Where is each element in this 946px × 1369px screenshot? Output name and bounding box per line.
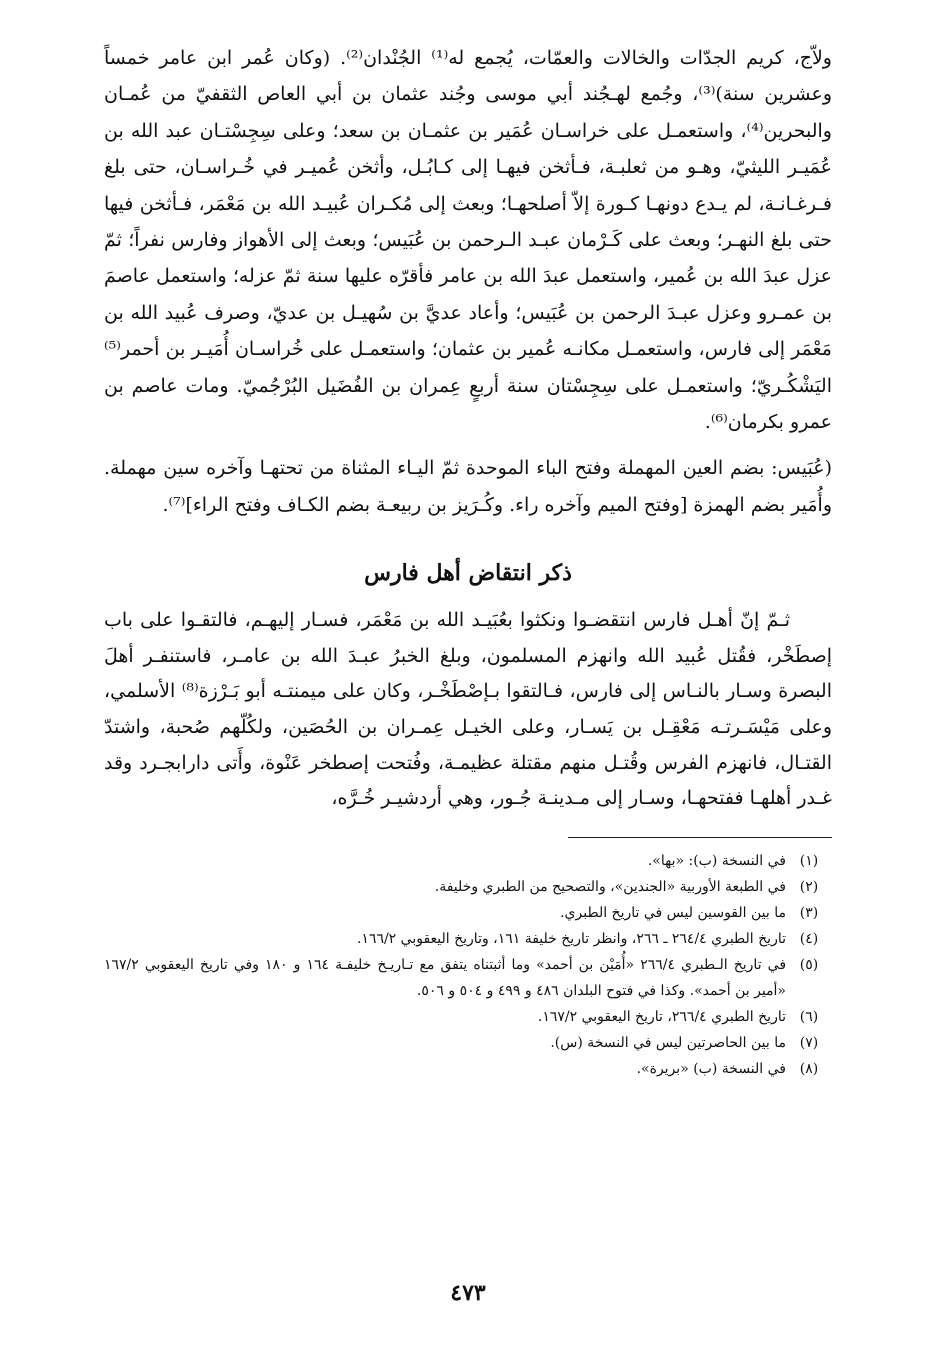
footnote-text: تاريخ الطبري ٢٦٦/٤، تاريخ اليعقوبي ١٦٧/٢. bbox=[537, 1008, 786, 1025]
page-number: ٤٧٣ bbox=[450, 1280, 486, 1306]
footnote-item bbox=[104, 952, 832, 1004]
footnote-number: (٤) bbox=[799, 930, 819, 947]
footnote-item bbox=[104, 1030, 832, 1056]
footnote-number: (٧) bbox=[799, 1034, 819, 1051]
footnotes-list bbox=[104, 848, 832, 1082]
footnote-divider bbox=[568, 837, 832, 838]
book-page bbox=[104, 40, 832, 1340]
footnote-item bbox=[104, 848, 832, 874]
footnote-text: في تاريخ الـطبري ٢٦٦/٤ «أُمَيْن بن أحمد» وما أثبتناه يتفق مع تـاريـخ خليفـة ١٦٤ و ١٨٠ وفي تاريخ اليعقوبي ١٦٧/٢ «أمير بن أحمد». وكذا في فتوح البلدان ٤٨٦ و ٤٩٩ و ٥٠٤ و ٥٠٦. bbox=[104, 956, 787, 999]
footnote-text: تاريخ الطبري ٢٦٤/٤ ـ ٢٦٦، وانظر تاريخ خليفة ١٦١، وتاريخ اليعقوبي ١٦٦/٢. bbox=[356, 930, 786, 947]
footnote-text: ما بين القوسين ليس في تاريخ الطبري. bbox=[560, 904, 786, 921]
footnote-number: (٨) bbox=[799, 1060, 819, 1077]
footnote-text: ما بين الحاصرتين ليس في النسخة (س). bbox=[550, 1034, 786, 1051]
footnote-text: في النسخة (ب) «بريرة». bbox=[636, 1060, 786, 1077]
footnote-item bbox=[104, 1004, 832, 1030]
footnote-number: (٣) bbox=[799, 904, 819, 921]
footnote-number: (٥) bbox=[799, 956, 819, 973]
section-paragraph: ثـمّ إنّ أهـل فارس انتقضـوا ونكثوا بعُبَيـد الله بن مَعْمَر، فسـار إليهـم، فالتقـوا على باب إصطَخْر، فقُتل عُبيد الله وانهزم المسلمون، وبلغ الخبرُ عبـدَ الله بن عامـر، فاستنفـر أهلَ البصرة وسـار بالنـاس إلى فارس، فـالتقوا بـإصْطَخْـر، وكان على ميمنتـه أبو بَـرْزة⁽⁸⁾ الأسلمي، وعلى مَيْسَـرتـه مَعْقِـل بن يَسـار، وعلى الخيـل عِمـران بن الحُصَين، ولكُلّهم صُحبة، واشتدّ القتـال، فانهزم الفرس وقُتـل منهم مقتلة عظيمـة، وفُتحت إصطخر عَنْوة، وأَتى دارابجـرد وقد غـدر أهلهـا ففتحهـا، وسـار إلى مـدينـة جُـور، وهي أردشيـر خُـرَّه، bbox=[104, 609, 832, 810]
spelling-note: (عُبَيس: بضم العين المهملة وفتح الباء الموحدة ثمّ اليـاء المثناة من تحتهـا وآخره سين مهملة. وأُمَير بضم الهمزة [وفتح الميم وآخره راء. وكُـرَيز بن ربيعـة بضم الكـاف وفتح الراء]⁽⁷⁾. bbox=[104, 457, 832, 516]
footnote-number: (٢) bbox=[799, 878, 819, 895]
footnote-item bbox=[104, 926, 832, 952]
footnote-number: (٦) bbox=[799, 1008, 819, 1025]
footnote-item bbox=[104, 1056, 832, 1082]
section-title: ذكر انتقاض أهل فارس bbox=[364, 560, 572, 587]
footnote-text: في الطبعة الأوربية «الجندين»، والتصحيح من الطبري وخليفة. bbox=[434, 878, 786, 895]
footnote-number: (١) bbox=[799, 852, 819, 869]
body-paragraph: ولاّج، كريم الجدّات والخالات والعمّات، يُجمع له⁽¹⁾ الجُنْدان⁽²⁾. (وكان عُمر ابن عامر خمساً وعشرين سنة)⁽³⁾، وجُمع لهـجُند أبي موسى وجُند عثمان بن أبي العاص الثقفيّ من عُمـان والبحرين⁽⁴⁾، واستعمـل على خراسـان عُمَير بن عثمـان بن سعد؛ وعلى سِجِسْتـان عبد الله بن عُمَيـر الليثيّ، وهـو من ثعلبـة، فـأثخن فيهـا إلى كـابُـل، وأثخن عُميـر في خُـراسـان، حتى بلغ فـرغـانـة، لم يـدع دونهـا كـورة إلاّ أصلحهـا؛ وبعث إلى مُكـران عُبيـد الله بن مَعْمَر، فـأثخن فيها حتى بلغ النهـر؛ وبعث على كَـرْمان عبـد الـرحمن بن عُبَيس؛ وبعث إلى الأهواز وفارس نفراً؛ ثمّ عزل عبدَ الله بن عُمير، واستعمل عبدَ الله بن عامر فأقرّه عليها سنة ثمّ عزله؛ واستعمل عاصمَ بن عمـرو وعزل عبـدَ الرحمن بن عُبَيس؛ وأعاد عديَّ بن سُهيـل بن عديّ، وصرف عُبيد الله بن مَعْمَر إلى فارس، واستعمـل مكانـه عُمير بن عثمان؛ واستعمـل على خُراسـان أُمَيـر بن أحمر⁽⁵⁾ اليَشْكُـريّ؛ واستعمـل على سِجِسْتان سنة أربعٍ عِمران بن الفُضَيل البُرْجُميّ. ومات عاصم بن عمرو بكرمان⁽⁶⁾. bbox=[104, 47, 832, 434]
footnote-item bbox=[104, 900, 832, 926]
footnote-item bbox=[104, 874, 832, 900]
main-body bbox=[104, 40, 832, 440]
footnote-text: في النسخة (ب): «بها». bbox=[647, 852, 786, 869]
